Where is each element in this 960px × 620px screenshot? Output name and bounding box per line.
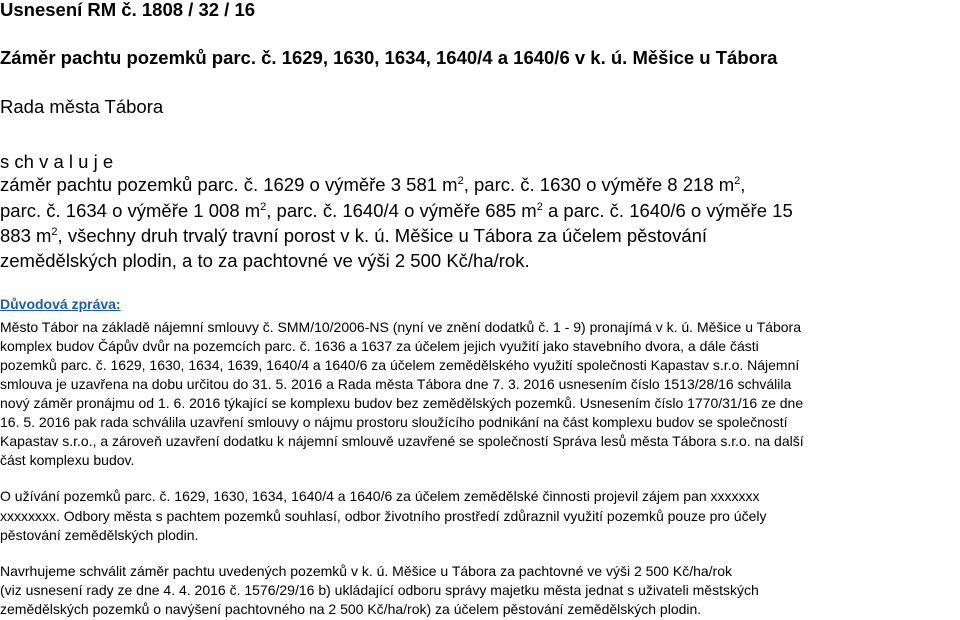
decision-line-3: 883 $m^2$, všechny druh trvalý travní porost v k. ú. Měšice u Tábora za účelem pěstování bbox=[0, 225, 708, 246]
proposal-line: zemědělských pozemků o navýšení pachtovného na 2 500 Kč/ha/rok) za účelem pěstování zemědělských plodin. bbox=[0, 601, 702, 617]
decision-line-1: záměr pachtu pozemků parc. č. 1629 o výměře 3 581 $m^2$, parc. č. 1630 o výměře 8 218 $m^2$, bbox=[0, 174, 746, 195]
decision-line-4: zemědělských plodin, a to za pachtovné ve výši 2 500 Kč/ha/rok. bbox=[0, 250, 530, 271]
usage-line: xxxxxxxx. Odbory města s pachtem pozemků souhlasí, odbor životního prostředí zdůraznil využití pozemků pouze pro účely bbox=[0, 508, 767, 524]
reasoning-line: část komplexu budov. bbox=[0, 452, 135, 468]
reasoning-line: Kapastav s.r.o., a zároveň uzavření dodatku k nájemní smlouvě uzavřené se společností Správa lesů města Tábora s.r.o. na další bbox=[0, 433, 804, 449]
resolution-number: Usnesení RM č. 1808 / 32 / 16 bbox=[0, 0, 256, 20]
reasoning-heading: Důvodová zpráva: bbox=[0, 296, 121, 312]
council-name: Rada města Tábora bbox=[0, 96, 164, 117]
proposal-line: (viz usnesení rady ze dne 4. 4. 2016 č. 1576/29/16 b) ukládající odboru správy majetku města jednat s uživateli městských bbox=[0, 582, 759, 598]
usage-line: O užívání pozemků parc. č. 1629, 1630, 1634, 1640/4 a 1640/6 za účelem zemědělské činnosti projevil zájem pan xxxxxxx bbox=[0, 488, 760, 504]
reasoning-line: Město Tábor na základě nájemní smlouvy č. SMM/10/2006-NS (nyní ve znění dodatků č. 1 - 9) pronajímá v k. ú. Měšice u Tábora bbox=[0, 319, 801, 335]
resolution-subject: Záměr pachtu pozemků parc. č. 1629, 1630, 1634, 1640/4 a 1640/6 v k. ú. Měšice u Tábora bbox=[0, 47, 778, 68]
approves-heading: s ch v a l u j e bbox=[0, 151, 114, 172]
reasoning-line: smlouva je uzavřena na dobu určitou do 31. 5. 2016 a Rada města Tábora dne 7. 3. 2016 usnesením číslo 1513/28/16 schválila bbox=[0, 376, 792, 392]
reasoning-line: 16. 5. 2016 pak rada schválila uzavření smlouvy o nájmu prostoru sloužícího podnikání na část komplexu budov se společností bbox=[0, 414, 788, 430]
reasoning-line: komplex budov Čápův dvůr na pozemcích parc. č. 1636 a 1637 za účelem jejich využití jako stavebního dvora, a dále části bbox=[0, 338, 759, 354]
reasoning-line: pozemků parc. č. 1629, 1630, 1634, 1639, 1640/4 a 1640/6 za účelem zemědělského využití společnosti Kapastav s.r.o. Nájemní bbox=[0, 357, 800, 373]
proposal-line: Navrhujeme schválit záměr pachtu uvedených pozemků v k. ú. Měšice u Tábora za pachtovné ve výši 2 500 Kč/ha/rok bbox=[0, 563, 732, 579]
usage-line: pěstování zemědělských plodin. bbox=[0, 527, 199, 543]
decision-line-2: parc. č. 1634 o výměře 1 008 $m^2$, parc. č. 1640/4 o výměře 685 $m^2$ a parc. č. 1640/6 o výměře 15 bbox=[0, 200, 793, 221]
reasoning-line: nový záměr pronájmu od 1. 6. 2016 týkající se komplexu budov bez zemědělských pozemků. Usnesením číslo 1770/31/16 ze dne bbox=[0, 395, 804, 411]
